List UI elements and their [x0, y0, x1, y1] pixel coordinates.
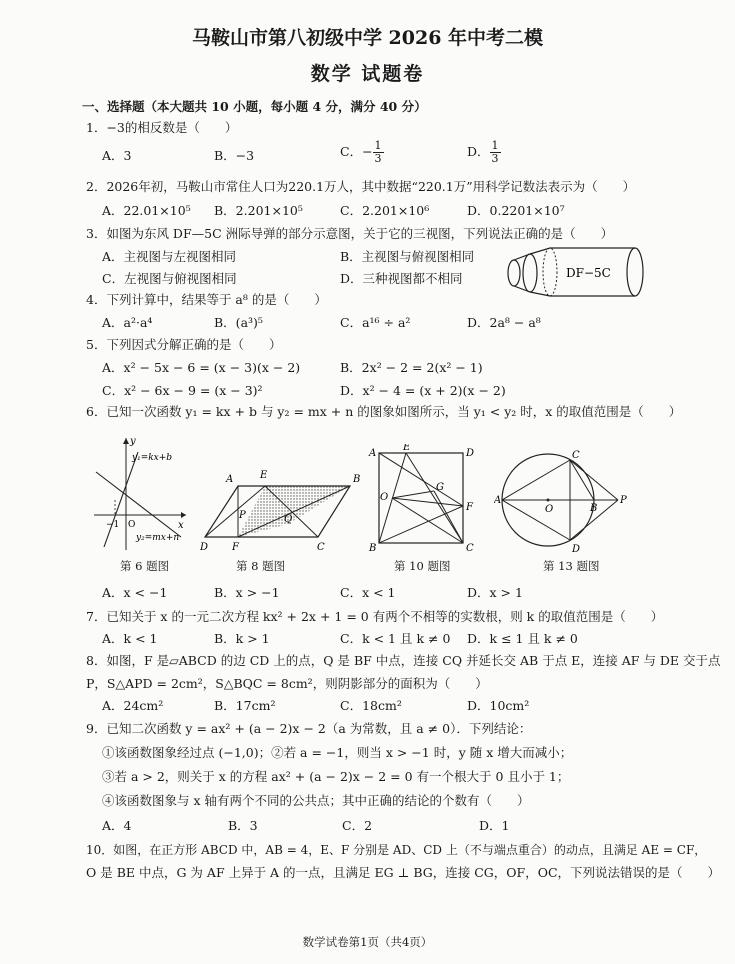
q2-option-c: C．2.201×10⁶: [340, 203, 430, 218]
fig13-A: A: [494, 495, 502, 506]
q3-stem: 3．如图为东风 DF—5C 洲际导弹的部分示意图，关于它的三视图，下列说法正确的是（ ）: [86, 226, 614, 241]
missile-label: DF−5C: [566, 266, 611, 280]
q2-option-d: D．0.2201×10⁷: [467, 203, 565, 218]
fig13-C: C: [572, 450, 580, 461]
fig8-D: D: [200, 542, 209, 553]
q7-option-a: A．k < 1: [102, 631, 158, 646]
fig13-caption: 第 13 题图: [543, 559, 600, 573]
figure-8: [200, 462, 370, 554]
q3-option-d: D．三种视图都不相同: [340, 271, 463, 286]
q5-option-a: A．x² − 5x − 6 = (x − 3)(x − 2): [102, 360, 301, 375]
q4-option-b: B．(a³)⁵: [214, 315, 263, 330]
q8-stem-line2: P，S△APD = 2cm²，S△BQC = 8cm²，则阴影部分的面积为（ ）: [86, 676, 488, 691]
q6-option-a: A．x < −1: [102, 585, 168, 600]
section-heading: 一、选择题（本大题共 10 小题，每小题 4 分，满分 40 分）: [82, 99, 427, 114]
q10-stem-line1: 10．如图，在正方形 ABCD 中，AB = 4，E、F 分别是 AD、CD 上（不与端点重合）的动点，且满足 AE = CF，: [86, 843, 707, 857]
q6-option-b: B．x > −1: [214, 585, 280, 600]
fig13-P: P: [620, 495, 627, 506]
q9-statement-2: ③若 a > 2，则关于 x 的方程 ax² + (a − 2)x − 2 = 0 有一个根大于 0 且小于 1；: [102, 769, 570, 784]
fig8-Q: Q: [284, 514, 293, 525]
q1-stem: 1．−3的相反数是（ ）: [86, 120, 238, 135]
q7-stem: 7．已知关于 x 的一元二次方程 kx² + 2x + 1 = 0 有两个不相等的实数根，则 k 的取值范围是（ ）: [86, 609, 664, 624]
page-footer: 数学试卷第1页（共4页）: [302, 935, 433, 949]
fig8-caption: 第 8 题图: [236, 559, 286, 573]
fig6-caption: 第 6 题图: [120, 559, 170, 573]
fig8-F: F: [232, 542, 239, 553]
exam-subtitle: 数学 试题卷: [310, 63, 425, 85]
q2-option-a: A．22.01×10⁵: [102, 203, 191, 218]
fig13-B: B: [590, 503, 598, 514]
fig6-y-label: y: [130, 436, 136, 447]
q4-option-c: C．a¹⁶ ÷ a²: [340, 315, 411, 330]
missile-figure: [500, 240, 650, 302]
q4-option-d: D．2a⁸ − a⁸: [467, 315, 541, 330]
q9-stem: 9．已知二次函数 y = ax² + (a − 2)x − 2（a 为常数，且 a ≠ 0）．下列结论：: [86, 721, 532, 736]
q1-option-b: B．−3: [214, 148, 255, 163]
fig10-D: D: [466, 448, 475, 459]
fig10-G: G: [436, 482, 444, 493]
q4-option-a: A．a²·a⁴: [102, 315, 153, 330]
figure-13: [494, 448, 634, 556]
fig6-line1-label: y₁=kx+b: [132, 453, 173, 463]
q6-stem: 6．已知一次函数 y₁ = kx + b 与 y₂ = mx + n 的图象如图所示，当 y₁ < y₂ 时，x 的取值范围是（ ）: [86, 404, 682, 419]
q2-stem: 2．2026年初，马鞍山市常住人口为220.1万人，其中数据“220.1万”用科学记数法表示为（ ）: [86, 179, 636, 194]
q9-option-b: B．3: [228, 818, 258, 833]
q1-option-d: D． $\frac{1}{3}$: [467, 139, 499, 165]
q8-option-a: A．24cm²: [102, 698, 164, 713]
fig10-A: A: [369, 448, 377, 459]
q2-option-b: B．2.201×10⁵: [214, 203, 303, 218]
exam-title: 马鞍山市第八初级中学 2026 年中考二模: [191, 27, 544, 49]
fig13-O: O: [545, 504, 554, 515]
q10-stem-line2: O 是 BE 中点，G 为 AF 上异于 A 的一点，且满足 EG ⊥ BG，连接 CG，OF，OC，下列说法错误的是（ ）: [86, 865, 721, 880]
fig6-x-label: x: [178, 520, 184, 531]
q8-option-b: B．17cm²: [214, 698, 276, 713]
q1-option-c: C．− $\frac{1}{3}$: [340, 139, 382, 165]
fig6-tick: −1: [106, 520, 120, 530]
fig10-F: F: [466, 502, 473, 513]
q9-statement-1: ①该函数图象经过点 (−1,0)；②若 a = −1，则当 x > −1 时，y 随 x 增大而减小；: [102, 745, 573, 760]
q9-statement-3: ④该函数图象与 x 轴有两个不同的公共点；其中正确的结论的个数有（ ）: [102, 793, 530, 808]
fig6-origin: O: [128, 520, 136, 530]
q7-option-d: D．k ≤ 1 且 k ≠ 0: [467, 631, 578, 646]
q9-option-a: A．4: [102, 818, 132, 833]
q1-option-a: A．3: [102, 148, 132, 163]
q6-option-d: D．x > 1: [467, 585, 523, 600]
q5-option-c: C．x² − 6x − 9 = (x − 3)²: [102, 383, 263, 398]
q7-option-c: C．k < 1 且 k ≠ 0: [340, 631, 451, 646]
fig8-E: E: [260, 470, 268, 481]
figure-6: [86, 432, 196, 552]
q9-option-c: C．2: [342, 818, 373, 833]
fig6-line2-label: y₂=mx+n: [136, 533, 180, 543]
q4-stem: 4．下列计算中，结果等于 a⁸ 的是（ ）: [86, 292, 327, 307]
fig8-P: P: [239, 510, 246, 521]
fig8-B: B: [353, 474, 361, 485]
q6-option-c: C．x < 1: [340, 585, 396, 600]
q3-option-c: C．左视图与俯视图相同: [102, 271, 237, 286]
q7-option-b: B．k > 1: [214, 631, 270, 646]
q8-stem-line1: 8．如图，F 是▱ABCD 的边 CD 上的点，Q 是 BF 中点，连接 CQ 并延长交 AB 于点 E，连接 AF 与 DE 交于点: [86, 653, 721, 668]
q5-option-d: D．x² − 4 = (x + 2)(x − 2): [340, 383, 506, 398]
figure-10: [366, 444, 481, 554]
fig10-C: C: [466, 543, 474, 554]
fig13-D: D: [572, 544, 581, 555]
fig10-caption: 第 10 题图: [394, 559, 451, 573]
q9-option-d: D．1: [479, 818, 510, 833]
fig10-B: B: [369, 543, 377, 554]
q3-option-a: A．主视图与左视图相同: [102, 249, 237, 264]
fig8-C: C: [317, 542, 325, 553]
q5-stem: 5．下列因式分解正确的是（ ）: [86, 337, 282, 352]
q3-option-b: B．主视图与俯视图相同: [340, 249, 475, 264]
fig10-E: E: [403, 444, 411, 453]
q8-option-d: D．10cm²: [467, 698, 530, 713]
q5-option-b: B．2x² − 2 = 2(x² − 1): [340, 360, 483, 375]
q8-option-c: C．18cm²: [340, 698, 402, 713]
fig8-A: A: [226, 474, 234, 485]
fig10-O: O: [380, 492, 389, 503]
